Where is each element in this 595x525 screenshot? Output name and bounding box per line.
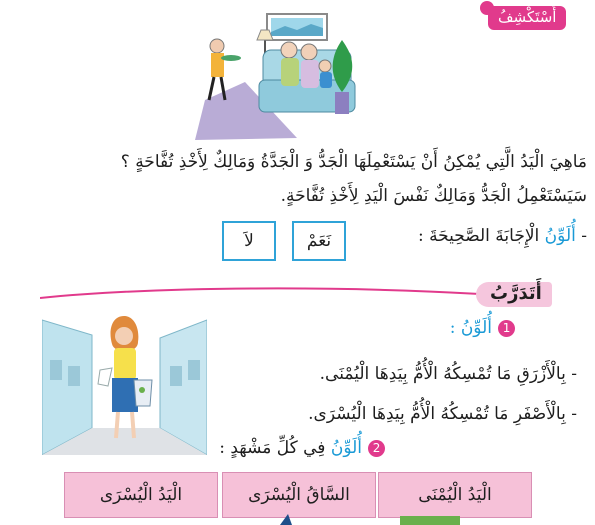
answer-no-box[interactable] (222, 221, 276, 261)
partial-green-frame (400, 516, 460, 525)
exercise-2-heading (219, 438, 385, 458)
instruction-line (418, 226, 587, 246)
exercise-1-item-blue: - بِالْأَزْرَقِ مَا تُمْسِكُهُ الْأُمُّ بِيَدِهَا الْيُمْنَى. (319, 364, 577, 384)
card-left-hand-label: الْيَدُ الْيُسْرَى (99, 485, 183, 505)
instruction-dash: - (581, 226, 587, 246)
instruction-colour-word: أُلَوِّنُ (544, 226, 576, 246)
exercise-2-number: 2 (368, 440, 385, 457)
exercise-1-heading (450, 318, 515, 338)
mother-shopping-illustration (42, 310, 207, 455)
discover-badge: أَسْتَكْشِفُ (488, 6, 566, 30)
card-left-leg-label: السَّاقُ الْيُسْرَى (248, 485, 350, 505)
card-right-hand-label: الْيَدُ الْيُمْنَى (418, 485, 492, 505)
card-right-hand[interactable] (378, 472, 532, 518)
exercise-2-colour-word: أُلَوِّنُ (330, 438, 362, 458)
instruction-rest: الْإِجَابَةَ الصَّحِيحَةَ : (417, 226, 540, 246)
discover-statement: سَيَسْتَعْمِلُ الْجَدُّ وَمَالِكٌ نَفْسَ الْيَدِ لِأَخْذِ تُفَّاحَةٍ. (280, 186, 587, 206)
exercise-1-number: 1 (498, 320, 515, 337)
answer-no-label: لاَ (244, 231, 254, 251)
answer-yes-box[interactable] (292, 221, 346, 261)
partial-figure-bottom (270, 512, 330, 525)
family-illustration (185, 10, 370, 142)
exercise-1-item-yellow: - بِالْأَصْفَرِ مَا تُمْسِكُهُ الْأُمُّ بِيَدِهَا الْيُسْرَى. (308, 404, 577, 424)
section-divider (40, 282, 480, 302)
answer-yes-label: نَعَمْ (306, 231, 332, 251)
card-left-hand[interactable] (64, 472, 218, 518)
exercise-2-title-rest: فِي كُلِّ مَشْهَدٍ : (219, 438, 326, 458)
discover-question: مَاهِيَ الْيَدُ الَّتِي يُمْكِنُ أَنْ يَسْتَعْمِلَهَا الْجَدُّ وَ الْجَدَّةُ وَمَالِكٌ لِأَخْذِ تُفَّاحَةٍ ؟ (120, 152, 587, 172)
badge-dot (480, 1, 494, 15)
exercise-1-title: أُلَوِّنُ : (449, 318, 492, 338)
practice-badge: أَتَدَرَّبُ (476, 282, 552, 307)
